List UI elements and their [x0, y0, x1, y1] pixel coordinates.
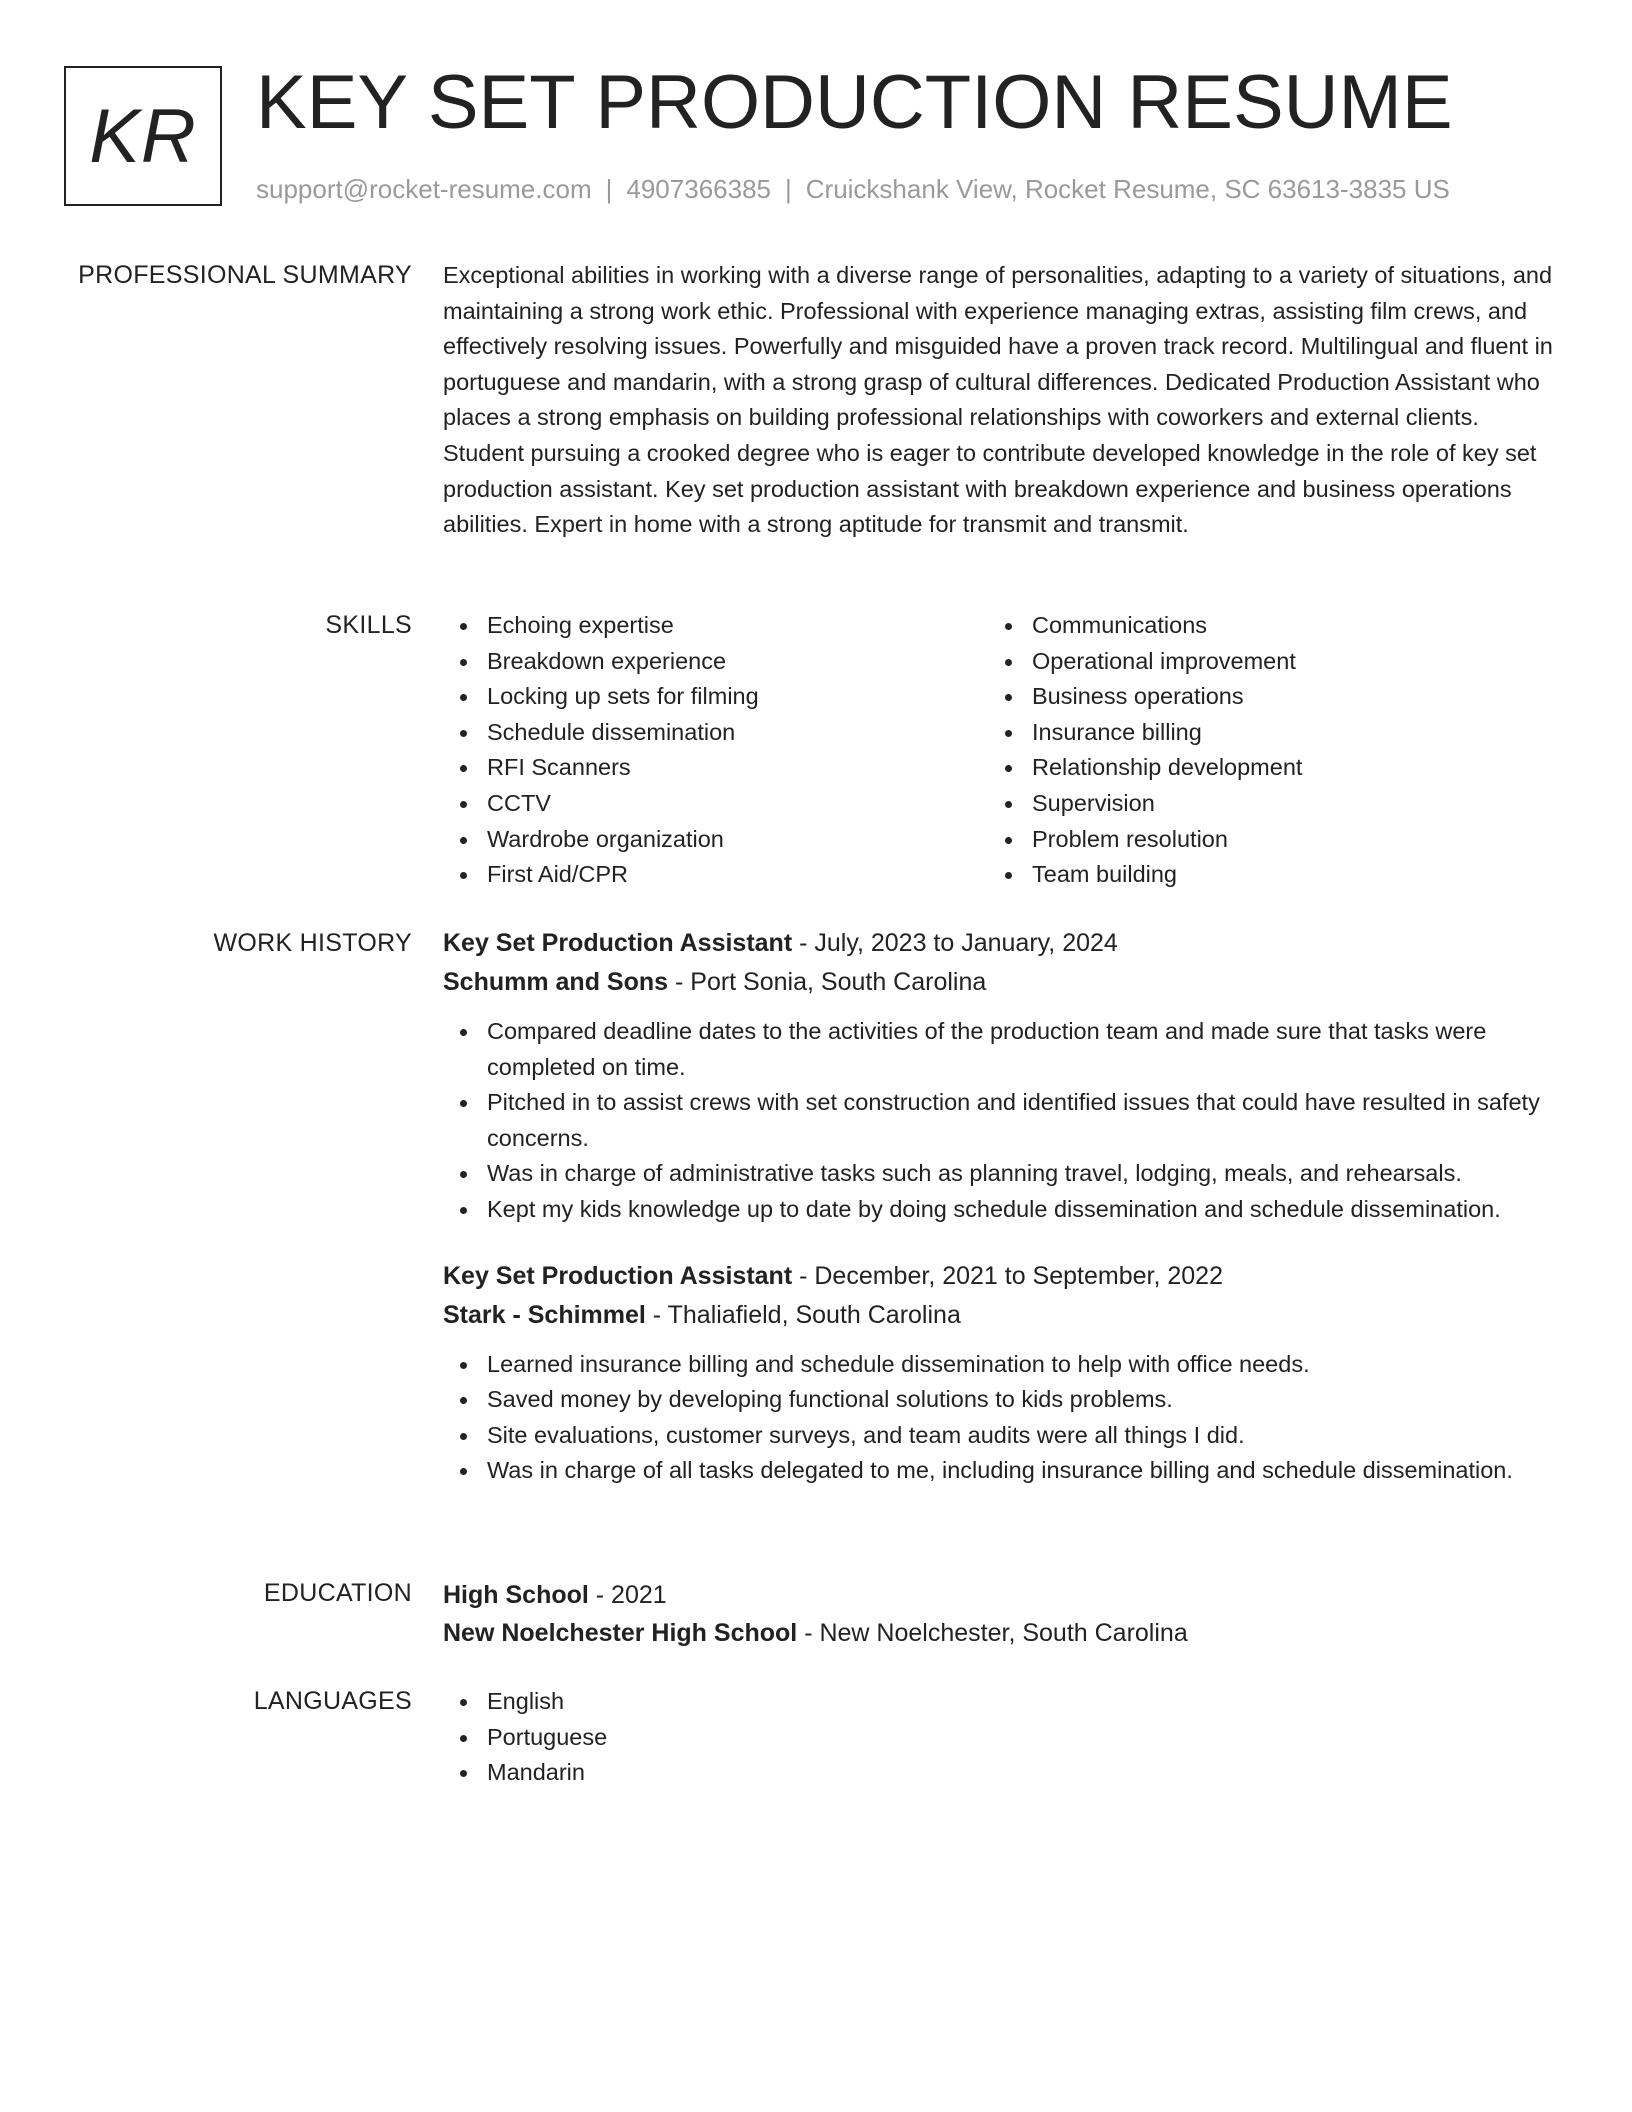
contact-separator: |	[605, 174, 613, 204]
skill-item: Locking up sets for filming	[443, 679, 988, 715]
skill-item: Supervision	[988, 786, 1533, 822]
job-company-line	[443, 963, 1563, 1002]
skill-item: Business operations	[988, 679, 1533, 715]
job-title: Key Set Production Assistant	[443, 929, 793, 957]
job-bullet: Kept my kids knowledge up to date by doing schedule dissemination and schedule dissemination.	[443, 1192, 1563, 1228]
education-school: New Noelchester High School	[443, 1619, 798, 1647]
languages-list	[443, 1684, 1563, 1791]
skill-item: CCTV	[443, 786, 988, 822]
job-bullet: Was in charge of all tasks delegated to me, including insurance billing and schedule dissemination.	[443, 1453, 1563, 1489]
job-location: - Thaliafield, South Carolina	[645, 1300, 961, 1329]
skill-item: Team building	[988, 857, 1533, 893]
section-heading: EDUCATION	[263, 1579, 412, 1607]
job-bullet: Pitched in to assist crews with set construction and identified issues that could have resulted in safety concerns.	[443, 1085, 1563, 1156]
job-title: Key Set Production Assistant	[443, 1261, 793, 1290]
job-entry	[443, 924, 1563, 1228]
contact-email: support@rocket-resume.com	[256, 174, 592, 204]
job-location: - Port Sonia, South Carolina	[668, 968, 987, 996]
job-bullet: Compared deadline dates to the activities of the production team and made sure that tasks were completed on time.	[443, 1014, 1563, 1085]
job-bullet: Saved money by developing functional solutions to kids problems.	[443, 1382, 1563, 1418]
section-heading: WORK HISTORY	[213, 929, 412, 957]
job-bullet: Learned insurance billing and schedule dissemination to help with office needs.	[443, 1347, 1563, 1383]
skills-body	[443, 608, 1563, 893]
work-history-body	[443, 924, 1563, 1489]
skills-list-right	[988, 608, 1533, 893]
summary-body	[443, 258, 1563, 543]
contact-line	[256, 172, 1450, 206]
job-dates: - July, 2023 to January, 2024	[792, 929, 1118, 957]
job-company: Stark - Schimmel	[443, 1300, 646, 1329]
section-heading: LANGUAGES	[253, 1687, 412, 1715]
language-item: Mandarin	[443, 1755, 1563, 1791]
contact-phone: 4907366385	[626, 174, 771, 204]
skill-item: Problem resolution	[988, 822, 1533, 858]
job-bullets	[443, 1014, 1563, 1228]
education-year: - 2021	[588, 1581, 667, 1609]
job-title-line	[443, 1257, 1563, 1296]
skills-list-left	[443, 608, 988, 893]
skill-item: Communications	[988, 608, 1533, 644]
job-bullet: Was in charge of administrative tasks such as planning travel, lodging, meals, and rehearsals.	[443, 1156, 1563, 1192]
language-item: English	[443, 1684, 1563, 1720]
skill-item: Schedule dissemination	[443, 715, 988, 751]
skill-item: Breakdown experience	[443, 644, 988, 680]
monogram-logo	[64, 66, 222, 206]
skill-item: First Aid/CPR	[443, 857, 988, 893]
contact-separator: |	[785, 174, 792, 204]
language-item: Portuguese	[443, 1720, 1563, 1756]
monogram-initials: KR	[89, 93, 197, 179]
skill-item: RFI Scanners	[443, 750, 988, 786]
skill-item: Wardrobe organization	[443, 822, 988, 858]
job-bullet: Site evaluations, customer surveys, and team audits were all things I did.	[443, 1418, 1563, 1454]
job-bullets	[443, 1347, 1563, 1489]
skills-grid	[443, 608, 1563, 893]
languages-body	[443, 1684, 1563, 1791]
job-title-line	[443, 924, 1563, 963]
section-heading: SKILLS	[325, 611, 412, 639]
skill-item: Operational improvement	[988, 644, 1533, 680]
education-school-line	[443, 1614, 1563, 1652]
job-entry	[443, 1257, 1563, 1489]
contact-address: Cruickshank View, Rocket Resume, SC 63613-3835 US	[805, 174, 1450, 204]
resume-title: KEY SET PRODUCTION RESUME	[256, 60, 1453, 145]
job-company-line	[443, 1296, 1563, 1335]
skill-item: Echoing expertise	[443, 608, 988, 644]
education-degree-line	[443, 1576, 1563, 1614]
section-heading: PROFESSIONAL SUMMARY	[78, 261, 412, 289]
job-dates: - December, 2021 to September, 2022	[792, 1261, 1223, 1290]
skill-item: Relationship development	[988, 750, 1533, 786]
skill-item: Insurance billing	[988, 715, 1533, 751]
job-company: Schumm and Sons	[443, 968, 669, 996]
education-degree: High School	[443, 1581, 589, 1609]
summary-text: Exceptional abilities in working with a diverse range of personalities, adapting to a variety of situations, and maintaining a strong work ethic. Professional with experience managing extras, assisting film crews, and effectively resolving issues. Powerfully and misguided have a proven track record. Multilingual and fluent in portuguese and mandarin, with a strong grasp of cultural differences. Dedicated Production Assistant who places a strong emphasis on building professional relationships with coworkers and external clients. Student pursuing a crooked degree who is eager to contribute developed knowledge in the role of key set production assistant. Key set production assistant with breakdown experience and business operations abilities. Expert in home with a strong aptitude for transmit and transmit.	[443, 262, 1553, 538]
education-location: - New Noelchester, South Carolina	[797, 1619, 1188, 1647]
education-body	[443, 1576, 1563, 1652]
